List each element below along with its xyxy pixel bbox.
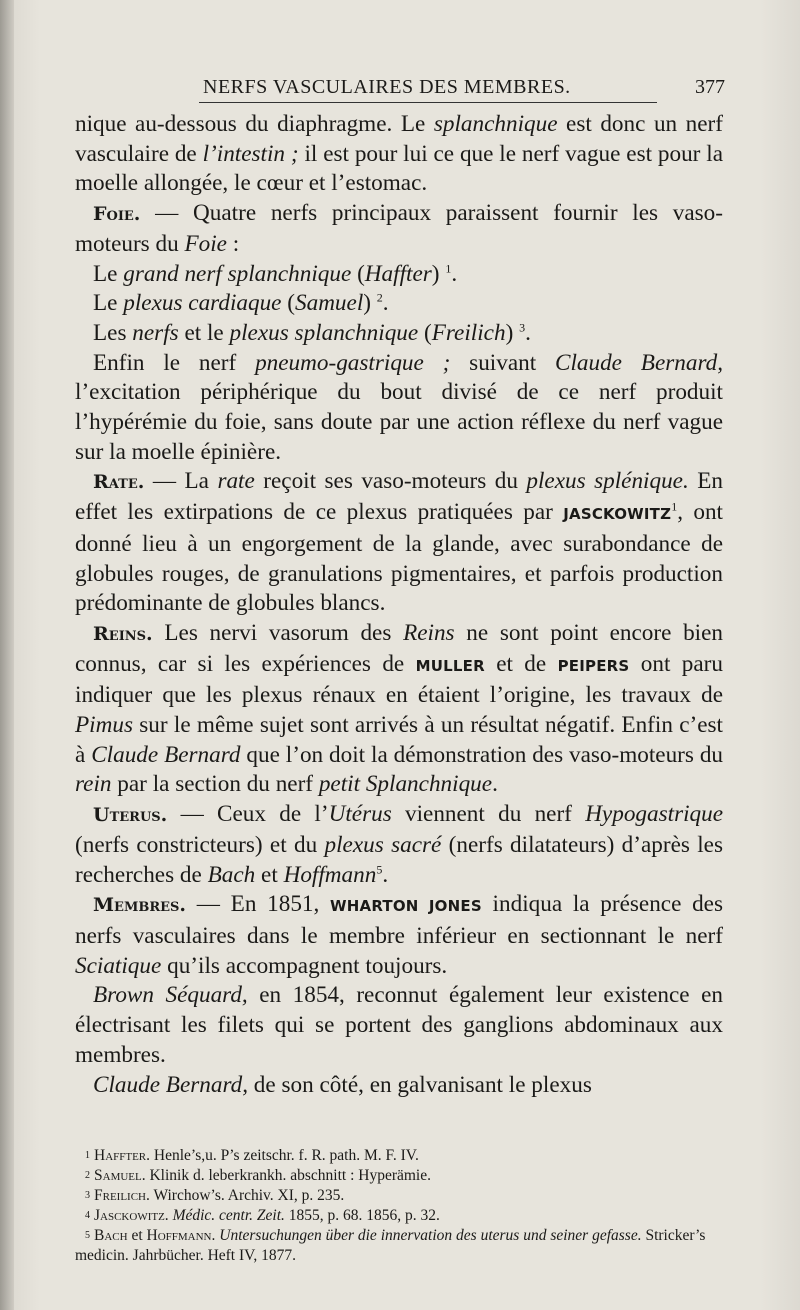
list-item: Le plexus cardiaque (Samuel) $^2$. (93, 290, 389, 317)
footnotes (75, 1146, 723, 1266)
paragraph-brown-sequard: Brown Séquard, en 1854, reconnut également leur existence en électrisant les filets qui se portent des ganglions abdominaux aux membres. (75, 982, 723, 1068)
paragraph-uterus: Uterus. — Ceux de l’Utérus viennent du nerf Hypogastrique (nerfs constricteurs) et du plexus sacré (nerfs dilatateurs) d’après les recherches de Bach et Hoffmann$^5$. (75, 801, 724, 888)
book-spine-shadow (0, 0, 14, 1310)
footnote: $^4$ Jasckowitz. Médic. centr. Zeit. 1855, p. 68. 1856, p. 32. (85, 1207, 440, 1224)
paragraph-reins: Reins. Les nervi vasorum des Reins ne sont point encore bien connus, car si les expériences de MULLER et de PEIPERS ont paru indiquer que les plexus rénaux en étaient l’origine, les travaux de Pimus sur le même sujet sont arrivés à un résultat négatif. Enfin c’est à Claude Bernard que l’on doit la démonstration des vaso-moteurs du rein par la section du nerf petit Splanchnique. (75, 619, 724, 798)
footnote: $^1$ Haffter. Henle’s,u. P’s zeitschr. f. R. path. M. F. IV. (85, 1147, 419, 1164)
running-title: NERFS VASCULAIRES DES MEMBRES. (203, 76, 571, 98)
section-heading-reins: Reins. (93, 622, 153, 645)
body-text (75, 110, 723, 1100)
footnote: $^5$ Bach et Hoffmann. Untersuchungen über die innervation des uterus und seiner gefasse. Stricker’s medicin. Jahrbücher. Heft IV, 1877. (75, 1227, 706, 1264)
page-number: 377 (695, 76, 725, 98)
footnote: $^3$ Freilich. Wirchow’s. Archiv. XI, p. 235. (85, 1187, 345, 1204)
header-rule (199, 102, 657, 103)
footnote: $^2$ Samuel. Klinik d. leberkrankh. abschnitt : Hyperämie. (85, 1167, 431, 1184)
paragraph-claude-bernard: Claude Bernard, de son côté, en galvanisant le plexus (93, 1071, 592, 1098)
list-item: Le grand nerf splanchnique (Haffter) $^1$. (93, 260, 458, 287)
paragraph-intestin: nique au-dessous du diaphragme. Le splanchnique est donc un nerf vasculaire de l’intestin ; il est pour lui ce que le nerf vague est pour la moelle allongée, le cœur et l’estomac. (75, 111, 723, 197)
paragraph-rate: Rate. — La rate reçoit ses vaso-moteurs du plexus splénique. En effet les extirpations de ce plexus pratiquées par JASCKOWITZ$^1$, ont donné lieu à un engorgement de la glande, avec surabondance de globules rouges, de granulations pigmentaires, et parfois production prédominante de globules blancs. (75, 468, 723, 617)
paragraph-membres: Membres. — En 1851, WHARTON JONES indiqua la présence des nerfs vasculaires dans le membre inférieur en sectionnant le nerf Sciatique qu’ils accompagnent toujours. (75, 891, 723, 979)
section-heading-membres: Membres. (93, 894, 187, 917)
section-heading-rate: Rate. (93, 471, 145, 494)
paragraph-foie: Foie. — Quatre nerfs principaux paraissent fournir les vaso-moteurs du Foie : (75, 200, 723, 257)
section-heading-uterus: Uterus. (93, 804, 168, 827)
paragraph-pneumo-gastrique: Enfin le nerf pneumo-gastrique ; suivant Claude Bernard, l’excitation périphérique du bout divisé de ce nerf produit l’hypérémie du foie, sans doute par une action réflexe du nerf vague sur la moelle épinière. (75, 349, 724, 465)
section-heading-foie: Foie. (93, 203, 141, 226)
list-item: Les nerfs et le plexus splanchnique (Freilich) $^3$. (93, 319, 531, 346)
page-header (75, 72, 725, 104)
